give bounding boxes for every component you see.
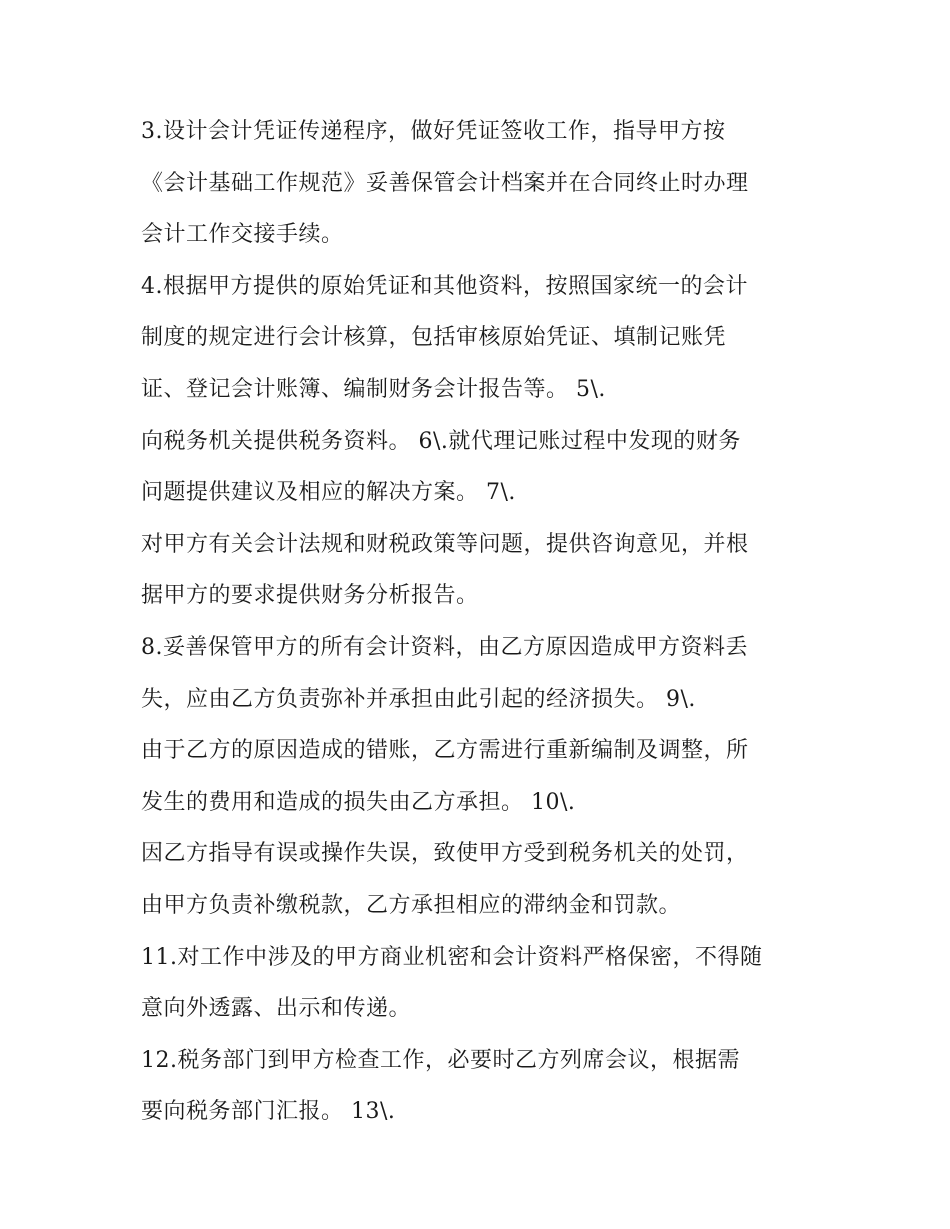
text-line: 要向税务部门汇报。 13\.	[141, 1099, 396, 1125]
text-line: 失，应由乙方负责弥补并承担由此引起的经济损失。 9\.	[141, 686, 696, 712]
text-line: 因乙方指导有误或操作失误，致使甲方受到税务机关的处罚，	[141, 841, 749, 867]
text-line: 对甲方有关会计法规和财税政策等问题，提供咨询意见，并根	[141, 531, 749, 557]
text-line: 4.根据甲方提供的原始凭证和其他资料，按照国家统一的会计	[141, 273, 748, 299]
text-line: 由甲方负责补缴税款，乙方承担相应的滞纳金和罚款。	[141, 892, 682, 918]
text-line: 发生的费用和造成的损失由乙方承担。 10\.	[141, 789, 576, 815]
text-line: 《会计基础工作规范》妥善保管会计档案并在合同终止时办理	[141, 170, 749, 196]
text-line: 向税务机关提供税务资料。 6\.就代理记账过程中发现的财务	[141, 428, 741, 454]
body-text	[141, 106, 821, 1138]
text-line: 3.设计会计凭证传递程序，做好凭证签收工作，指导甲方按	[141, 119, 726, 144]
text-line: 意向外透露、出示和传递。	[141, 996, 412, 1022]
text-line: 问题提供建议及相应的解决方案。 7\.	[141, 480, 516, 506]
text-line: 11.对工作中涉及的甲方商业机密和会计资料严格保密，不得随	[141, 944, 763, 970]
text-line: 制度的规定进行会计核算，包括审核原始凭证、填制记账凭	[141, 325, 727, 351]
text-line: 会计工作交接手续。	[141, 222, 344, 248]
text-line: 由于乙方的原因造成的错账，乙方需进行重新编制及调整，所	[141, 738, 749, 764]
text-line: 据甲方的要求提供财务分析报告。	[141, 583, 479, 609]
text-line: 12.税务部门到甲方检查工作，必要时乙方列席会议，根据需	[141, 1047, 740, 1073]
text-line: 证、登记会计账簿、编制财务会计报告等。 5\.	[141, 376, 606, 402]
text-line: 8.妥善保管甲方的所有会计资料，由乙方原因造成甲方资料丢	[141, 634, 748, 660]
